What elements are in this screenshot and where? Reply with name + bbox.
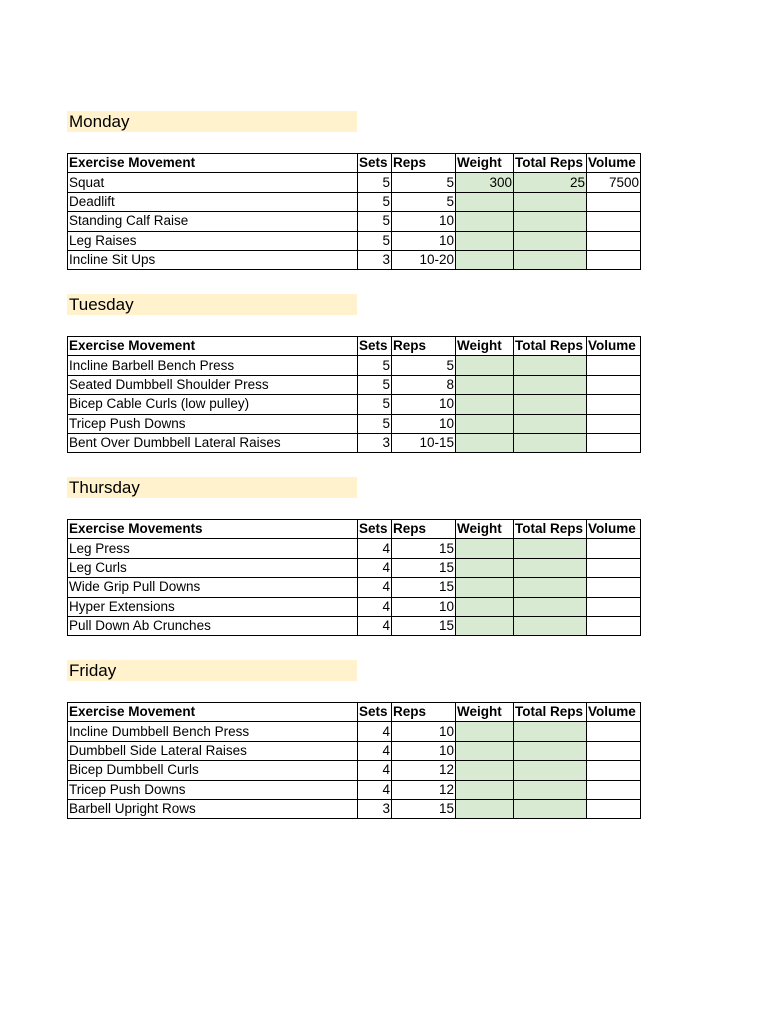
table-row xyxy=(68,799,641,818)
sets-cell[interactable]: 4 xyxy=(358,578,392,597)
table-row xyxy=(68,433,641,452)
table-row xyxy=(68,597,641,616)
workout-table-thursday xyxy=(67,519,641,636)
reps-cell[interactable]: 15 xyxy=(392,558,456,577)
volume-cell[interactable] xyxy=(587,799,641,818)
total-reps-cell[interactable] xyxy=(514,616,587,635)
total-reps-cell[interactable] xyxy=(514,741,587,760)
table-header-row xyxy=(68,154,641,173)
sets-cell[interactable]: 4 xyxy=(358,597,392,616)
volume-cell[interactable] xyxy=(587,250,641,269)
day-header-thursday: Thursday xyxy=(67,477,357,498)
reps-cell[interactable]: 10 xyxy=(392,741,456,760)
table-row xyxy=(68,356,641,375)
volume-cell[interactable] xyxy=(587,539,641,558)
volume-column-header: Volume xyxy=(587,703,641,722)
reps-cell[interactable]: 10-20 xyxy=(392,250,456,269)
reps-cell[interactable]: 15 xyxy=(392,578,456,597)
exercise-cell[interactable]: Incline Sit Ups xyxy=(68,250,358,269)
sets-cell[interactable]: 5 xyxy=(358,192,392,211)
volume-cell[interactable] xyxy=(587,192,641,211)
exercise-cell[interactable]: Incline Dumbbell Bench Press xyxy=(68,722,358,741)
total-reps-cell[interactable] xyxy=(514,250,587,269)
sets-cell[interactable]: 5 xyxy=(358,375,392,394)
total-reps-cell[interactable] xyxy=(514,192,587,211)
exercise-column-header: Exercise Movement xyxy=(68,337,358,356)
total-reps-cell[interactable]: 25 xyxy=(514,173,587,192)
table-row xyxy=(68,173,641,192)
reps-cell[interactable]: 15 xyxy=(392,799,456,818)
weight-column-header: Weight xyxy=(456,703,514,722)
volume-column-header: Volume xyxy=(587,337,641,356)
table-row xyxy=(68,250,641,269)
reps-cell[interactable]: 10 xyxy=(392,212,456,231)
table-row xyxy=(68,395,641,414)
sets-column-header: Sets xyxy=(358,154,392,173)
volume-cell[interactable]: 7500 xyxy=(587,173,641,192)
weight-cell[interactable]: 300 xyxy=(456,173,514,192)
table-row xyxy=(68,192,641,211)
sets-cell[interactable]: 3 xyxy=(358,250,392,269)
weight-cell[interactable] xyxy=(456,722,514,741)
volume-cell[interactable] xyxy=(587,433,641,452)
exercise-cell[interactable]: Barbell Upright Rows xyxy=(68,799,358,818)
table-row xyxy=(68,722,641,741)
table-row xyxy=(68,558,641,577)
weight-cell[interactable] xyxy=(456,597,514,616)
total-reps-column-header: Total Reps xyxy=(514,337,587,356)
total-reps-column-header: Total Reps xyxy=(514,703,587,722)
reps-cell[interactable]: 12 xyxy=(392,761,456,780)
volume-cell[interactable] xyxy=(587,558,641,577)
volume-column-header: Volume xyxy=(587,154,641,173)
sets-cell[interactable]: 4 xyxy=(358,539,392,558)
exercise-column-header: Exercise Movements xyxy=(68,520,358,539)
weight-cell[interactable] xyxy=(456,250,514,269)
exercise-cell[interactable]: Dumbbell Side Lateral Raises xyxy=(68,741,358,760)
volume-column-header: Volume xyxy=(587,520,641,539)
sets-cell[interactable]: 5 xyxy=(358,356,392,375)
exercise-cell[interactable]: Tricep Push Downs xyxy=(68,780,358,799)
exercise-cell[interactable]: Hyper Extensions xyxy=(68,597,358,616)
volume-cell[interactable] xyxy=(587,616,641,635)
sets-cell[interactable]: 4 xyxy=(358,616,392,635)
workout-table-tuesday xyxy=(67,336,641,453)
sets-cell[interactable]: 5 xyxy=(358,173,392,192)
exercise-cell[interactable]: Leg Curls xyxy=(68,558,358,577)
weight-cell[interactable] xyxy=(456,231,514,250)
weight-column-header: Weight xyxy=(456,337,514,356)
table-row xyxy=(68,539,641,558)
exercise-cell[interactable]: Bicep Dumbbell Curls xyxy=(68,761,358,780)
reps-cell[interactable]: 10 xyxy=(392,722,456,741)
table-row xyxy=(68,212,641,231)
exercise-cell[interactable]: Bicep Cable Curls (low pulley) xyxy=(68,395,358,414)
total-reps-cell[interactable] xyxy=(514,433,587,452)
sets-cell[interactable]: 5 xyxy=(358,395,392,414)
volume-cell[interactable] xyxy=(587,761,641,780)
total-reps-cell[interactable] xyxy=(514,414,587,433)
sets-cell[interactable]: 4 xyxy=(358,780,392,799)
reps-column-header: Reps xyxy=(392,703,456,722)
volume-cell[interactable] xyxy=(587,722,641,741)
weight-column-header: Weight xyxy=(456,520,514,539)
exercise-cell[interactable]: Pull Down Ab Crunches xyxy=(68,616,358,635)
total-reps-cell[interactable] xyxy=(514,212,587,231)
volume-cell[interactable] xyxy=(587,231,641,250)
table-row xyxy=(68,616,641,635)
weight-cell[interactable] xyxy=(456,433,514,452)
sets-cell[interactable]: 4 xyxy=(358,722,392,741)
weight-cell[interactable] xyxy=(456,395,514,414)
sets-cell[interactable]: 4 xyxy=(358,558,392,577)
reps-cell[interactable]: 10 xyxy=(392,597,456,616)
table-row xyxy=(68,414,641,433)
table-row xyxy=(68,780,641,799)
volume-cell[interactable] xyxy=(587,212,641,231)
table-row xyxy=(68,578,641,597)
sets-column-header: Sets xyxy=(358,337,392,356)
exercise-cell[interactable]: Squat xyxy=(68,173,358,192)
total-reps-cell[interactable] xyxy=(514,375,587,394)
exercise-cell[interactable]: Wide Grip Pull Downs xyxy=(68,578,358,597)
reps-column-header: Reps xyxy=(392,154,456,173)
weight-cell[interactable] xyxy=(456,212,514,231)
sets-cell[interactable]: 4 xyxy=(358,761,392,780)
reps-cell[interactable]: 10 xyxy=(392,414,456,433)
sets-column-header: Sets xyxy=(358,703,392,722)
table-row xyxy=(68,761,641,780)
weight-cell[interactable] xyxy=(456,578,514,597)
volume-cell[interactable] xyxy=(587,395,641,414)
total-reps-cell[interactable] xyxy=(514,761,587,780)
total-reps-cell[interactable] xyxy=(514,799,587,818)
total-reps-column-header: Total Reps xyxy=(514,154,587,173)
table-row xyxy=(68,741,641,760)
volume-cell[interactable] xyxy=(587,414,641,433)
workout-table-friday xyxy=(67,702,641,819)
exercise-cell[interactable]: Deadlift xyxy=(68,192,358,211)
reps-cell[interactable]: 10 xyxy=(392,231,456,250)
reps-cell[interactable]: 5 xyxy=(392,192,456,211)
weight-cell[interactable] xyxy=(456,558,514,577)
reps-cell[interactable]: 5 xyxy=(392,173,456,192)
table-row xyxy=(68,375,641,394)
weight-cell[interactable] xyxy=(456,356,514,375)
exercise-cell[interactable]: Bent Over Dumbbell Lateral Raises xyxy=(68,433,358,452)
total-reps-cell[interactable] xyxy=(514,539,587,558)
reps-column-header: Reps xyxy=(392,337,456,356)
sets-cell[interactable]: 3 xyxy=(358,433,392,452)
exercise-cell[interactable]: Leg Press xyxy=(68,539,358,558)
weight-cell[interactable] xyxy=(456,780,514,799)
workout-table-monday xyxy=(67,153,641,270)
weight-cell[interactable] xyxy=(456,539,514,558)
table-header-row xyxy=(68,703,641,722)
day-header-monday: Monday xyxy=(67,111,357,132)
exercise-cell[interactable]: Tricep Push Downs xyxy=(68,414,358,433)
volume-cell[interactable] xyxy=(587,741,641,760)
weight-cell[interactable] xyxy=(456,375,514,394)
reps-cell[interactable]: 10 xyxy=(392,395,456,414)
day-header-friday: Friday xyxy=(67,660,357,681)
total-reps-cell[interactable] xyxy=(514,558,587,577)
table-header-row xyxy=(68,520,641,539)
table-header-row xyxy=(68,337,641,356)
volume-cell[interactable] xyxy=(587,375,641,394)
weight-cell[interactable] xyxy=(456,799,514,818)
total-reps-cell[interactable] xyxy=(514,597,587,616)
reps-cell[interactable]: 10-15 xyxy=(392,433,456,452)
sets-cell[interactable]: 3 xyxy=(358,799,392,818)
reps-cell[interactable]: 5 xyxy=(392,356,456,375)
day-header-tuesday: Tuesday xyxy=(67,294,357,315)
exercise-column-header: Exercise Movement xyxy=(68,154,358,173)
volume-cell[interactable] xyxy=(587,780,641,799)
sets-cell[interactable]: 5 xyxy=(358,414,392,433)
volume-cell[interactable] xyxy=(587,597,641,616)
total-reps-cell[interactable] xyxy=(514,722,587,741)
reps-cell[interactable]: 8 xyxy=(392,375,456,394)
total-reps-column-header: Total Reps xyxy=(514,520,587,539)
total-reps-cell[interactable] xyxy=(514,578,587,597)
weight-cell[interactable] xyxy=(456,741,514,760)
total-reps-cell[interactable] xyxy=(514,356,587,375)
exercise-cell[interactable]: Seated Dumbbell Shoulder Press xyxy=(68,375,358,394)
total-reps-cell[interactable] xyxy=(514,231,587,250)
exercise-column-header: Exercise Movement xyxy=(68,703,358,722)
reps-cell[interactable]: 12 xyxy=(392,780,456,799)
exercise-cell[interactable]: Leg Raises xyxy=(68,231,358,250)
reps-column-header: Reps xyxy=(392,520,456,539)
weight-cell[interactable] xyxy=(456,761,514,780)
weight-column-header: Weight xyxy=(456,154,514,173)
sets-cell[interactable]: 5 xyxy=(358,231,392,250)
sets-cell[interactable]: 4 xyxy=(358,741,392,760)
volume-cell[interactable] xyxy=(587,578,641,597)
total-reps-cell[interactable] xyxy=(514,780,587,799)
weight-cell[interactable] xyxy=(456,616,514,635)
sets-column-header: Sets xyxy=(358,520,392,539)
exercise-cell[interactable]: Standing Calf Raise xyxy=(68,212,358,231)
weight-cell[interactable] xyxy=(456,414,514,433)
reps-cell[interactable]: 15 xyxy=(392,616,456,635)
exercise-cell[interactable]: Incline Barbell Bench Press xyxy=(68,356,358,375)
table-row xyxy=(68,231,641,250)
volume-cell[interactable] xyxy=(587,356,641,375)
sets-cell[interactable]: 5 xyxy=(358,212,392,231)
reps-cell[interactable]: 15 xyxy=(392,539,456,558)
total-reps-cell[interactable] xyxy=(514,395,587,414)
weight-cell[interactable] xyxy=(456,192,514,211)
